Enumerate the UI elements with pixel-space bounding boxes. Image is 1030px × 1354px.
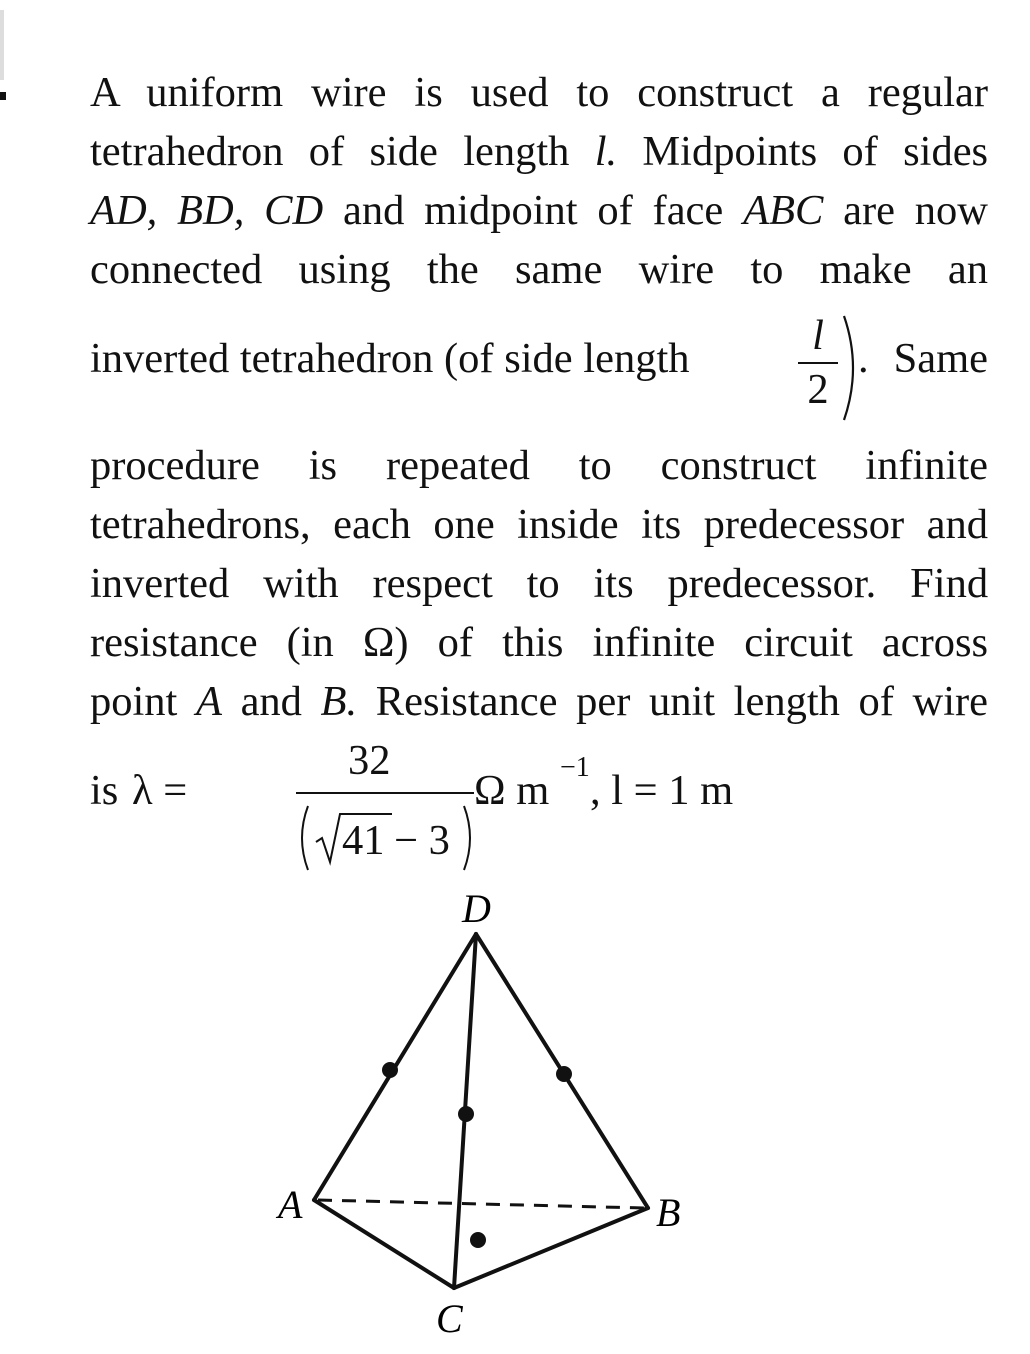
edge-ab-hidden [318,1200,644,1208]
w: (in [286,619,334,666]
w: of [308,128,345,175]
w: and [926,501,988,548]
w: tetrahedrons, [90,501,311,548]
formula-numerator: 32 [348,737,391,784]
w: point [90,678,178,725]
label-c: C [436,1296,463,1341]
w: with [263,560,339,607]
w: make [819,246,912,293]
w: Midpoints [642,128,818,175]
w: construct [660,442,817,489]
w: using [298,246,391,293]
w: this [502,619,564,666]
problem-line-4 [90,241,988,300]
point-a: A [195,678,222,725]
label-b: B [656,1190,681,1235]
w: of [437,619,474,666]
problem-line-3 [90,182,988,241]
w: Resistance per unit length of wire [375,678,989,725]
midpoint-bd [556,1066,572,1082]
centroid-abc [470,1232,486,1248]
lambda-formula [90,736,734,876]
w: same [515,246,603,293]
w: to [526,560,560,607]
w: wire [638,246,715,293]
w: one [433,501,495,548]
w: is [414,69,443,116]
w: its [641,501,682,548]
page-edge-mark [0,10,4,80]
fraction-numerator: l [812,312,824,359]
line-10-words [90,673,988,732]
w: infinite [865,442,989,489]
question-bullet [0,92,6,100]
problem-line-5 [90,312,988,424]
w: is [308,442,338,489]
edge-bc [454,1208,648,1288]
w: regular [867,69,989,116]
w: predecessor [703,501,905,548]
w: predecessor. [667,560,877,607]
w: circuit [744,619,853,666]
w: Find [910,560,989,607]
w: construct [637,69,794,116]
w: wire [311,69,387,116]
w: respect [372,560,493,607]
line-5-post [858,334,988,383]
w: of [842,128,878,175]
w: across [881,619,989,666]
problem-line-10 [90,673,988,732]
line-5-pre: inverted tetrahedron (of side length [90,335,690,382]
midpoint-ad [382,1062,398,1078]
problem-line-9 [90,614,988,673]
line-4-words [90,241,988,300]
w: infinite [592,619,716,666]
line-7-words [90,496,988,555]
w: tetrahedron [90,128,284,175]
formula-l-value: , l = 1 m [590,767,734,814]
formula-exponent: −1 [560,752,590,783]
w: an [947,246,989,293]
line-2-words [90,123,988,182]
midpoint-cd [458,1106,474,1122]
sides-list: AD, BD, CD [90,187,324,234]
w: length [463,128,570,175]
formula-denominator-parens [294,802,480,874]
w: to [578,442,612,489]
w: inside [517,501,619,548]
w: to [750,246,784,293]
w: l. [594,128,618,175]
w: to [576,69,610,116]
formula-sqrt-value: 41 [342,817,385,864]
label-a: A [278,1182,303,1227]
problem-line-6 [90,437,988,496]
w: used [470,69,549,116]
w: inverted [90,560,230,607]
line-8-words [90,555,988,614]
problem-line-2 [90,123,988,182]
w: uniform [146,69,284,116]
w: procedure [90,442,260,489]
point-b: B. [320,678,358,725]
line-3-words [90,182,988,241]
w: Ω) [362,619,409,666]
same-word: . Same [858,335,988,382]
w: are now [843,187,988,234]
problem-line-7 [90,496,988,555]
fraction-denominator: 2 [807,366,829,413]
line-6-words [90,437,988,496]
problem-line-8 [90,555,988,614]
w: side [369,128,438,175]
w: A [90,69,119,116]
w: and [240,678,302,725]
w: its [593,560,634,607]
formula-is: is [90,767,119,814]
edge-ac [314,1200,454,1288]
formula-units: Ω m [474,767,550,814]
line-9-words [90,614,988,673]
face-name: ABC [743,187,824,234]
side-length-fraction [798,312,838,414]
w: resistance [90,619,258,666]
line-1-words [90,64,988,123]
formula-fraction-bar [296,792,474,794]
w: and midpoint of face [342,187,724,234]
w: repeated [385,442,530,489]
formula-minus-three: − 3 [394,817,450,864]
w: each [333,501,411,548]
w: sides [903,128,989,175]
formula-lambda: λ = [132,767,188,814]
w: a [820,69,840,116]
problem-line-1 [90,64,988,123]
w: the [426,246,479,293]
w: connected [90,246,263,293]
label-d: D [462,886,491,931]
tetrahedron-diagram [0,870,1030,1354]
